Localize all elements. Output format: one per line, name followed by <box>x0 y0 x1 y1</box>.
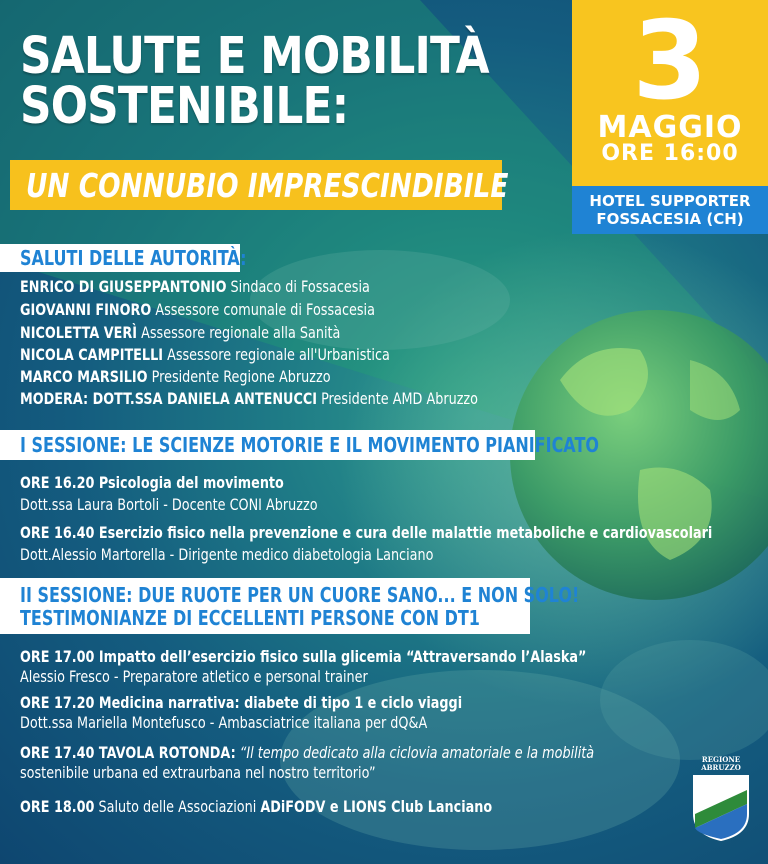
title-line-2: SOSTENIBILE: <box>20 77 349 136</box>
event-day: 3 <box>632 0 708 124</box>
talk-speaker: Alessio Fresco - Preparatore atletico e personal trainer <box>20 667 368 686</box>
talk-title-text: ORE 17.20 Medicina narrativa: diabete di tipo 1 e ciclo viaggi <box>20 693 463 712</box>
session1-heading: I SESSIONE: LE SCIENZE MOTORIE E IL MOVIMENTO PIANIFICATO <box>20 433 599 457</box>
greeting-row <box>20 368 331 386</box>
person-name: ENRICO DI GIUSEPPANTONIO <box>20 277 227 296</box>
session2-heading-line-2: TESTIMONIANZE DI ECCELLENTI PERSONE CON DT1 <box>20 606 480 630</box>
person-role: Assessore regionale alla Sanità <box>141 323 341 342</box>
person-name: NICOLETTA VERÌ <box>20 323 138 342</box>
talk-speaker: Dott.Alessio Martorella - Dirigente medico diabetologia Lanciano <box>20 545 434 564</box>
person-role: Presidente Regione Abruzzo <box>151 367 331 386</box>
event-time: ORE 16:00 <box>601 141 739 166</box>
closing-orgs: ADiFODV e LIONS Club Lanciano <box>260 797 493 816</box>
session2-heading-line-1: II SESSIONE: DUE RUOTE PER UN CUORE SANO... E NON SOLO! <box>20 583 580 607</box>
greeting-row <box>20 324 340 342</box>
roundtable-quote: “Il tempo dedicato alla ciclovia amatoriale e la mobilità <box>239 743 595 762</box>
shield-icon <box>690 774 752 842</box>
talk-title-text: ORE 17.00 Impatto dell’esercizio fisico sulla glicemia “Attraversando l’Alaska” <box>20 647 587 666</box>
talk-speaker: Dott.ssa Laura Bortoli - Docente CONI Abruzzo <box>20 495 318 514</box>
person-role: Assessore regionale all'Urbanistica <box>167 345 390 364</box>
venue-name: HOTEL SUPPORTER <box>589 192 751 210</box>
roundtable-quote-continued: sostenibile urbana ed extraurbana nel nostro territorio” <box>20 763 376 782</box>
person-role: Sindaco di Fossacesia <box>230 277 370 296</box>
person-name: GIOVANNI FINORO <box>20 300 152 319</box>
person-name: NICOLA CAMPITELLI <box>20 345 163 364</box>
closing-text: Saluto delle Associazioni <box>98 797 257 816</box>
roundtable-row <box>20 744 594 762</box>
date-box <box>572 0 768 186</box>
venue-box <box>572 186 768 234</box>
closing-row <box>20 798 492 816</box>
logo-line-2: ABRUZZO <box>701 763 741 772</box>
talk-speaker: Dott.ssa Mariella Montefusco - Ambasciatrice italiana per dQ&A <box>20 713 428 732</box>
talk-title <box>20 694 462 712</box>
poster-title <box>20 27 565 136</box>
roundtable-label: ORE 17.40 TAVOLA ROTONDA: <box>20 743 236 762</box>
poster-subtitle: UN CONNUBIO IMPRESCINDIBILE <box>26 166 509 205</box>
person-name: MODERA: DOTT.SSA DANIELA ANTENUCCI <box>20 389 317 408</box>
talk-title-text: ORE 16.20 Psicologia del movimento <box>20 473 284 492</box>
greeting-row <box>20 346 390 364</box>
greeting-row <box>20 301 375 319</box>
logo-line-1: REGIONE <box>701 755 741 764</box>
greeting-row <box>20 390 478 408</box>
person-role: Presidente AMD Abruzzo <box>321 389 478 408</box>
greetings-heading: SALUTI DELLE AUTORITÀ: <box>20 246 247 270</box>
talk-title <box>20 474 284 492</box>
venue-city: FOSSACESIA (CH) <box>596 210 744 228</box>
event-month: MAGGIO <box>597 110 743 145</box>
regione-abruzzo-logo <box>690 756 752 842</box>
person-name: MARCO MARSILIO <box>20 367 148 386</box>
title-line-1: SALUTE E MOBILITÀ <box>20 27 489 86</box>
talk-title-text: ORE 16.40 Esercizio fisico nella prevenzione e cura delle malattie metaboliche e cardiovascolari <box>20 523 713 542</box>
person-role: Assessore comunale di Fossacesia <box>155 300 375 319</box>
greeting-row <box>20 278 370 296</box>
talk-title <box>20 524 712 542</box>
closing-time: ORE 18.00 <box>20 797 95 816</box>
talk-title <box>20 648 586 666</box>
